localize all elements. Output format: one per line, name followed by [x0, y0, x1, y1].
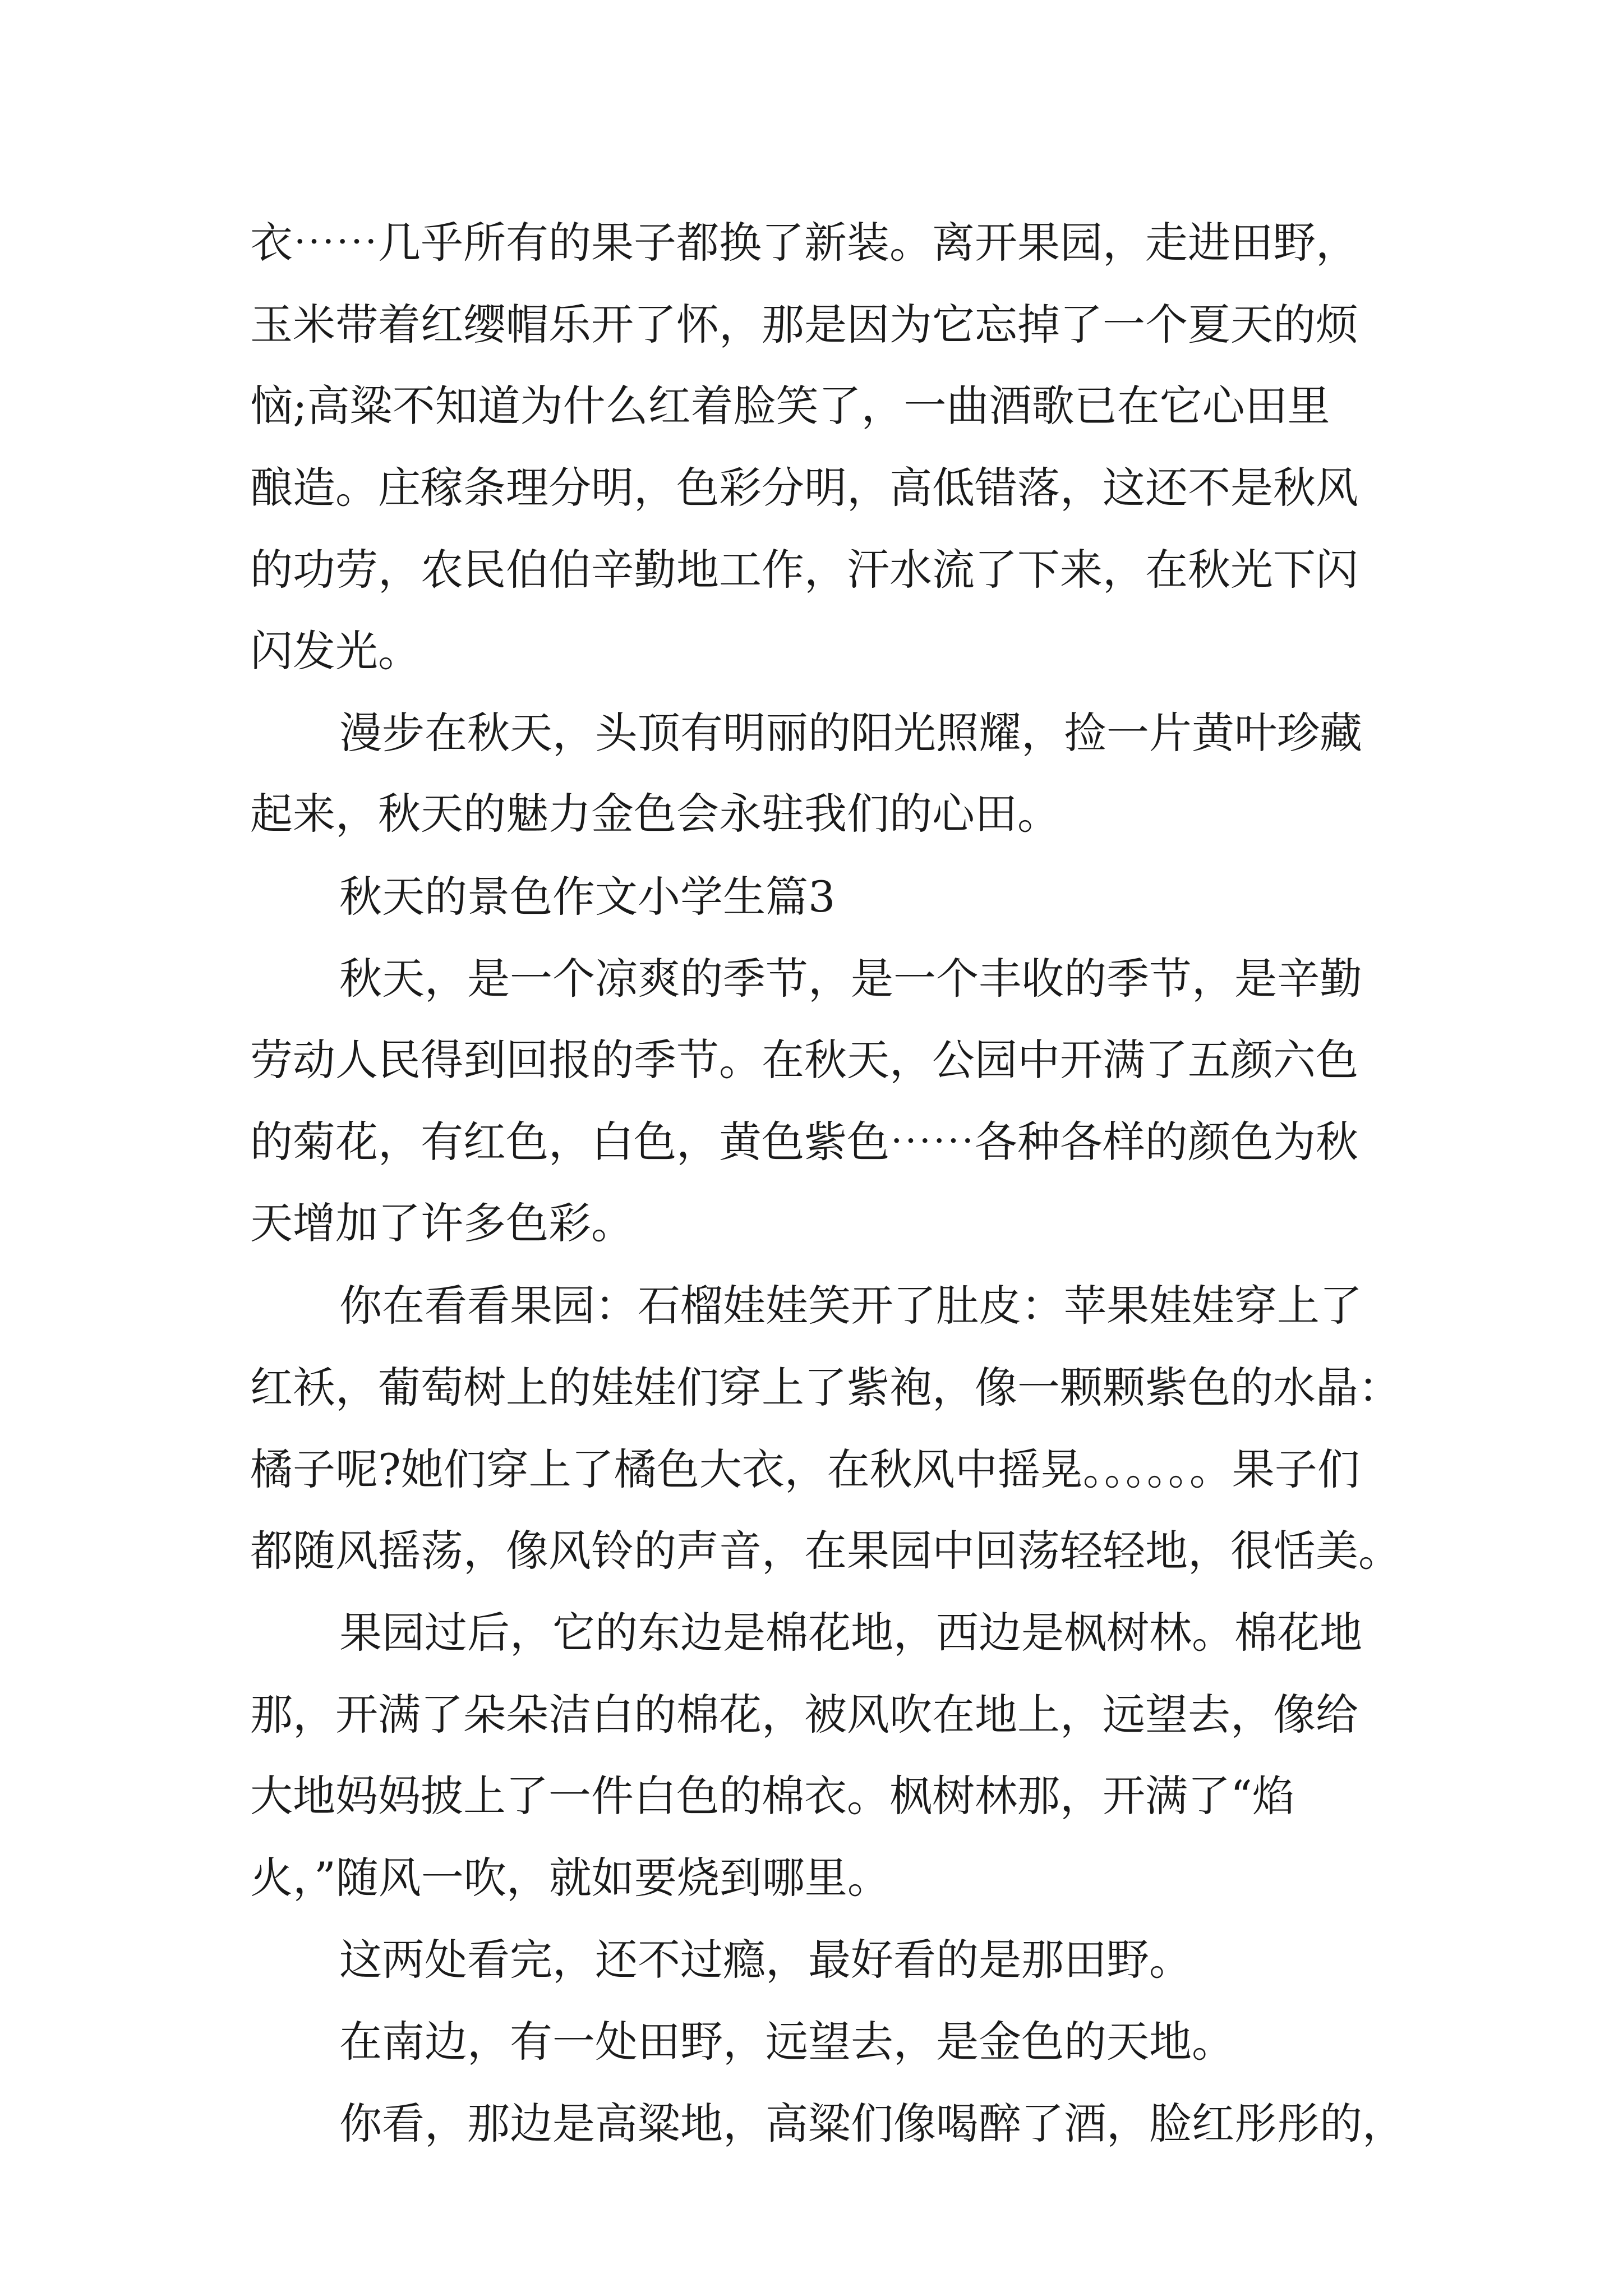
text-line: 劳动人民得到回报的季节。在秋天，公园中开满了五颜六色 — [250, 1035, 1358, 1085]
text-line: 的菊花，有红色，白色，黄色紫色⋯⋯各种各样的颜色为秋 — [250, 1117, 1358, 1167]
text-line: 你看，那边是高粱地，高粱们像喝醉了酒，脸红彤彤的， — [339, 2099, 1405, 2148]
text-line: 漫步在秋天，头顶有明丽的阳光照耀，捡一片黄叶珍藏 — [339, 708, 1362, 758]
text-line: 你在看看果园：石榴娃娃笑开了肚皮：苹果娃娃穿上了 — [339, 1281, 1362, 1331]
text-line: 的功劳，农民伯伯辛勤地工作，汗水流了下来，在秋光下闪 — [250, 545, 1358, 595]
text-line: 恼;高粱不知道为什么红着脸笑了，一曲酒歌已在它心田里 — [250, 381, 1330, 431]
text-line: 橘子呢?她们穿上了橘色大衣，在秋风中摇晃。。。。。。果子们 — [250, 1444, 1360, 1494]
text-line: 秋天，是一个凉爽的季节，是一个丰收的季节，是辛勤 — [339, 954, 1362, 1004]
text-line: 起来，秋天的魅力金色会永驻我们的心田。 — [250, 789, 1060, 839]
text-line: 闪发光。 — [250, 626, 421, 676]
text-line: 玉米带着红缨帽乐开了怀，那是因为它忘掉了一个夏天的烦 — [250, 300, 1358, 349]
text-line: 衣⋯⋯几乎所有的果子都换了新装。离开果园，走进田野， — [250, 218, 1358, 268]
text-line: 那，开满了朵朵洁白的棉花，被风吹在地上，远望去，像给 — [250, 1690, 1358, 1740]
text-line: 在南边，有一处田野，远望去，是金色的天地。 — [339, 2017, 1234, 2067]
text-line: 大地妈妈披上了一件白色的棉衣。枫树林那，开满了“焰 — [250, 1771, 1295, 1821]
text-line: 都随风摇荡，像风铃的声音，在果园中回荡轻轻地，很恬美。 — [250, 1526, 1401, 1576]
text-line: 红袄，葡萄树上的娃娃们穿上了紫袍，像一颗颗紫色的水晶： — [250, 1363, 1401, 1412]
text-line: 火，”随风一吹，就如要烧到哪里。 — [250, 1853, 890, 1903]
section-heading: 秋天的景色作文小学生篇3 — [339, 872, 836, 922]
text-line: 果园过后，它的东边是棉花地，西边是枫树林。棉花地 — [339, 1608, 1362, 1658]
text-line: 酿造。庄稼条理分明，色彩分明，高低错落，这还不是秋风 — [250, 463, 1358, 513]
text-line: 天增加了许多色彩。 — [250, 1198, 634, 1248]
text-line: 这两处看完，还不过瘾，最好看的是那田野。 — [339, 1935, 1192, 1985]
